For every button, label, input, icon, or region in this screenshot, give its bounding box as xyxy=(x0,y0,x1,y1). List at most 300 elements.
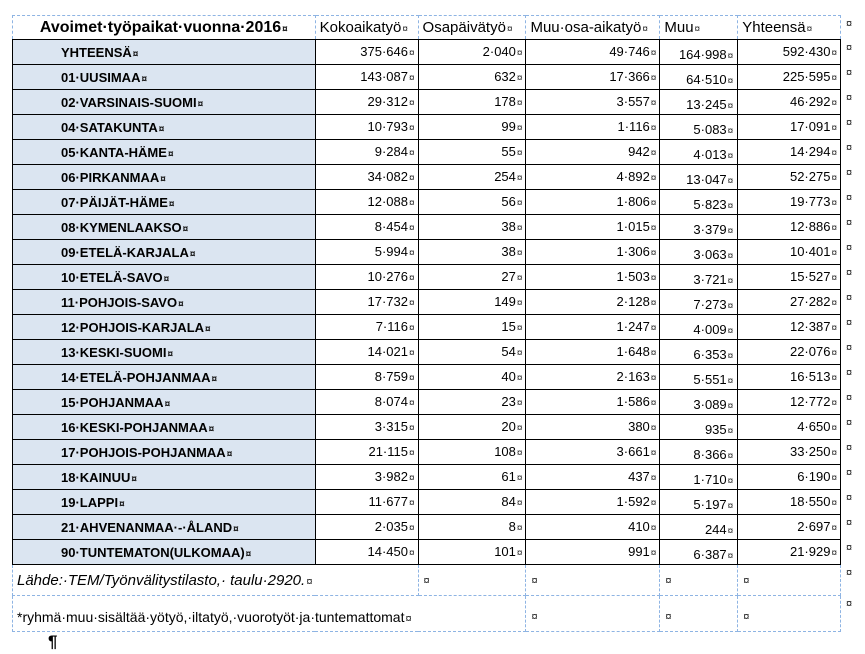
cell-end-mark: ¤ xyxy=(727,526,734,537)
cell-value: 3·661 xyxy=(616,444,650,459)
value-cell[interactable] xyxy=(738,165,841,190)
cell-value: 1·015 xyxy=(616,219,650,234)
column-label: Muu·osa-aikatyö xyxy=(530,19,642,36)
header-cell-yhteensa[interactable] xyxy=(738,16,841,40)
value-cell[interactable] xyxy=(738,265,841,290)
value-cell[interactable] xyxy=(738,365,841,390)
cell-end-mark: ¤ xyxy=(408,473,415,484)
cell-value: 1·586 xyxy=(616,394,650,409)
region-label: 10·ETELÄ-SAVO xyxy=(61,269,163,285)
cell-end-mark: ¤ xyxy=(408,123,415,134)
cell-end-mark: ¤ xyxy=(506,24,513,35)
value-cell[interactable] xyxy=(660,140,738,165)
cell-end-mark: ¤ xyxy=(164,398,171,410)
column-label: Yhteensä xyxy=(742,19,806,36)
cell-value: 375·646 xyxy=(360,44,408,59)
cell-end-mark: ¤ xyxy=(531,611,538,623)
column-label: Osapäivätyö xyxy=(422,19,506,36)
value-cell[interactable] xyxy=(526,515,660,540)
row-end-mark xyxy=(841,315,865,340)
table-row xyxy=(13,490,865,515)
value-cell[interactable] xyxy=(418,490,526,515)
row-end-glyph: ¤ xyxy=(846,116,853,129)
value-cell[interactable] xyxy=(526,215,660,240)
cell-value: 12·387 xyxy=(789,319,831,334)
value-cell[interactable] xyxy=(738,515,841,540)
cell-value: 3·557 xyxy=(616,94,650,109)
value-cell[interactable] xyxy=(738,65,841,90)
source-note-cell[interactable] xyxy=(13,565,419,596)
header-cell-muu[interactable] xyxy=(660,16,738,40)
value-cell[interactable] xyxy=(738,215,841,240)
row-end-mark xyxy=(841,415,865,440)
cell-end-mark: ¤ xyxy=(743,575,750,587)
value-cell[interactable] xyxy=(660,115,738,140)
table-row xyxy=(13,440,865,465)
region-cell[interactable] xyxy=(13,165,316,190)
cell-end-mark: ¤ xyxy=(831,148,838,159)
value-cell[interactable] xyxy=(526,490,660,515)
value-cell[interactable] xyxy=(660,65,738,90)
region-label: 06·PIRKANMAA xyxy=(61,169,160,185)
region-cell[interactable] xyxy=(13,140,316,165)
region-cell[interactable] xyxy=(13,290,316,315)
cell-value: 14·294 xyxy=(789,144,831,159)
value-cell[interactable] xyxy=(660,465,738,490)
header-cell-osapaivatyo[interactable] xyxy=(418,16,526,40)
region-cell[interactable] xyxy=(13,190,316,215)
cell-value: 225·595 xyxy=(782,69,831,84)
table-row xyxy=(13,390,865,415)
cell-end-mark: ¤ xyxy=(831,498,838,509)
region-cell[interactable] xyxy=(13,390,316,415)
value-cell[interactable] xyxy=(660,540,738,565)
row-end-mark xyxy=(841,140,865,165)
value-cell[interactable] xyxy=(526,465,660,490)
cell-end-mark: ¤ xyxy=(650,48,657,59)
cell-value: 34·082 xyxy=(367,169,408,184)
value-cell[interactable] xyxy=(526,265,660,290)
region-cell[interactable] xyxy=(13,490,316,515)
cell-end-mark: ¤ xyxy=(650,173,657,184)
value-cell[interactable] xyxy=(418,140,526,165)
region-cell[interactable] xyxy=(13,265,316,290)
cell-end-mark: ¤ xyxy=(408,398,415,409)
cell-end-mark: ¤ xyxy=(205,323,211,335)
cell-value: 12·772 xyxy=(789,394,831,409)
region-label: 19·LAPPI xyxy=(61,494,119,510)
cell-value: 19·773 xyxy=(789,194,831,209)
cell-value: 54 xyxy=(501,344,516,359)
table-row xyxy=(13,540,865,565)
value-cell[interactable] xyxy=(526,440,660,465)
cell-end-mark: ¤ xyxy=(831,298,838,309)
value-cell[interactable] xyxy=(315,65,418,90)
cell-value: 2·163 xyxy=(616,369,650,384)
value-cell[interactable] xyxy=(526,340,660,365)
header-cell-muu-osa-aikatyo[interactable] xyxy=(526,16,660,40)
value-cell[interactable] xyxy=(418,115,526,140)
value-cell[interactable] xyxy=(315,140,418,165)
cell-end-mark: ¤ xyxy=(831,223,838,234)
value-cell[interactable] xyxy=(660,265,738,290)
table-row xyxy=(13,265,865,290)
cell-value: 17·732 xyxy=(367,294,408,309)
footnote-cell[interactable] xyxy=(13,596,526,632)
cell-end-mark: ¤ xyxy=(516,423,523,434)
value-cell[interactable] xyxy=(660,90,738,115)
value-cell[interactable] xyxy=(526,190,660,215)
value-cell[interactable] xyxy=(526,240,660,265)
cell-end-mark: ¤ xyxy=(516,498,523,509)
cell-end-mark: ¤ xyxy=(694,24,701,35)
value-cell[interactable] xyxy=(315,40,418,65)
region-label: 16·KESKI-POHJANMAA xyxy=(61,419,208,435)
value-cell[interactable] xyxy=(660,515,738,540)
value-cell[interactable] xyxy=(738,440,841,465)
cell-value: 5·197 xyxy=(693,497,727,512)
value-cell[interactable] xyxy=(660,415,738,440)
table-row xyxy=(13,165,865,190)
region-cell[interactable] xyxy=(13,465,316,490)
value-cell[interactable] xyxy=(660,165,738,190)
cell-end-mark: ¤ xyxy=(178,298,184,310)
value-cell[interactable] xyxy=(315,390,418,415)
value-cell[interactable] xyxy=(660,340,738,365)
cell-value: 8·759 xyxy=(374,369,408,384)
cell-end-mark: ¤ xyxy=(727,551,734,562)
value-cell[interactable] xyxy=(418,315,526,340)
cell-end-mark: ¤ xyxy=(650,223,657,234)
value-cell[interactable] xyxy=(418,465,526,490)
cell-value: 55 xyxy=(501,144,516,159)
cell-end-mark: ¤ xyxy=(831,248,838,259)
cell-end-mark: ¤ xyxy=(650,523,657,534)
row-end-mark xyxy=(841,240,865,265)
cell-end-mark: ¤ xyxy=(516,173,523,184)
row-end-glyph: ¤ xyxy=(846,441,853,454)
cell-end-mark: ¤ xyxy=(727,51,734,62)
value-cell[interactable] xyxy=(315,465,418,490)
cell-end-mark: ¤ xyxy=(516,48,523,59)
value-cell[interactable] xyxy=(738,390,841,415)
value-cell[interactable] xyxy=(418,415,526,440)
row-end-mark xyxy=(841,115,865,140)
cell-value: 17·091 xyxy=(789,119,831,134)
cell-value: 4·009 xyxy=(693,322,727,337)
value-cell[interactable] xyxy=(418,90,526,115)
cell-value: 101 xyxy=(494,544,516,559)
table-row xyxy=(13,40,865,65)
table-row xyxy=(13,515,865,540)
cell-value: 56 xyxy=(501,194,516,209)
cell-end-mark: ¤ xyxy=(831,98,838,109)
cell-end-mark: ¤ xyxy=(727,151,734,162)
column-label: Muu xyxy=(664,19,694,36)
value-cell[interactable] xyxy=(526,115,660,140)
region-cell[interactable] xyxy=(13,240,316,265)
region-cell[interactable] xyxy=(13,215,316,240)
cell-value: 6·387 xyxy=(693,547,727,562)
value-cell[interactable] xyxy=(660,440,738,465)
empty-cell[interactable] xyxy=(660,596,738,632)
cell-end-mark: ¤ xyxy=(408,173,415,184)
value-cell[interactable] xyxy=(526,315,660,340)
cell-value: 1·648 xyxy=(616,344,650,359)
value-cell[interactable] xyxy=(315,365,418,390)
value-cell[interactable] xyxy=(526,90,660,115)
cell-end-mark: ¤ xyxy=(727,326,734,337)
table-row xyxy=(13,240,865,265)
value-cell[interactable] xyxy=(315,540,418,565)
table-row xyxy=(13,65,865,90)
cell-end-mark: ¤ xyxy=(831,523,838,534)
cell-end-mark: ¤ xyxy=(650,148,657,159)
value-cell[interactable] xyxy=(660,290,738,315)
cell-end-mark: ¤ xyxy=(727,126,734,137)
region-cell[interactable] xyxy=(13,65,316,90)
cell-value: 149 xyxy=(494,294,516,309)
value-cell[interactable] xyxy=(660,315,738,340)
value-cell[interactable] xyxy=(418,340,526,365)
value-cell[interactable] xyxy=(526,415,660,440)
cell-value: 12·088 xyxy=(367,194,408,209)
cell-end-mark: ¤ xyxy=(516,548,523,559)
cell-value: 632 xyxy=(494,69,516,84)
cell-end-mark: ¤ xyxy=(831,198,838,209)
value-cell[interactable] xyxy=(418,390,526,415)
row-end-mark xyxy=(841,490,865,515)
value-cell[interactable] xyxy=(526,40,660,65)
cell-value: 935 xyxy=(704,422,727,437)
cell-end-mark: ¤ xyxy=(727,76,734,87)
cell-end-mark: ¤ xyxy=(132,48,139,60)
value-cell[interactable] xyxy=(660,190,738,215)
cell-end-mark: ¤ xyxy=(408,448,415,459)
value-cell[interactable] xyxy=(315,190,418,215)
value-cell[interactable] xyxy=(738,140,841,165)
region-cell[interactable] xyxy=(13,415,316,440)
value-cell[interactable] xyxy=(738,415,841,440)
value-cell[interactable] xyxy=(526,290,660,315)
header-cell-title[interactable] xyxy=(13,16,316,40)
cell-end-mark: ¤ xyxy=(727,176,734,187)
row-end-mark xyxy=(841,565,865,596)
cell-end-mark: ¤ xyxy=(650,323,657,334)
cell-value: 437 xyxy=(628,469,650,484)
cell-end-mark: ¤ xyxy=(831,73,838,84)
empty-cell[interactable] xyxy=(660,565,738,596)
cell-end-mark: ¤ xyxy=(516,373,523,384)
region-cell[interactable] xyxy=(13,440,316,465)
value-cell[interactable] xyxy=(315,290,418,315)
empty-cell[interactable] xyxy=(418,565,526,596)
value-cell[interactable] xyxy=(418,190,526,215)
row-end-glyph: ¤ xyxy=(846,191,853,204)
value-cell[interactable] xyxy=(418,65,526,90)
cell-end-mark: ¤ xyxy=(516,448,523,459)
row-end-glyph: ¤ xyxy=(846,41,853,54)
cell-end-mark: ¤ xyxy=(516,123,523,134)
region-label: 02·VARSINAIS-SUOMI xyxy=(61,94,197,110)
header-cell-kokoaikatyo[interactable] xyxy=(315,16,418,40)
value-cell[interactable] xyxy=(526,140,660,165)
empty-cell[interactable] xyxy=(738,596,841,632)
value-cell[interactable] xyxy=(418,515,526,540)
cell-end-mark: ¤ xyxy=(831,423,838,434)
cell-value: 3·063 xyxy=(693,247,727,262)
cell-value: 3·379 xyxy=(693,222,727,237)
value-cell[interactable] xyxy=(315,240,418,265)
value-cell[interactable] xyxy=(660,215,738,240)
cell-end-mark: ¤ xyxy=(650,273,657,284)
value-cell[interactable] xyxy=(418,440,526,465)
cell-value: 4·013 xyxy=(693,147,727,162)
value-cell[interactable] xyxy=(738,315,841,340)
cell-end-mark: ¤ xyxy=(806,24,813,35)
cell-end-mark: ¤ xyxy=(131,473,137,485)
region-label: 05·KANTA-HÄME xyxy=(61,144,167,160)
value-cell[interactable] xyxy=(418,365,526,390)
cell-value: 14·450 xyxy=(367,544,408,559)
cell-end-mark: ¤ xyxy=(408,548,415,559)
region-cell[interactable] xyxy=(13,515,316,540)
value-cell[interactable] xyxy=(526,540,660,565)
row-end-glyph: ¤ xyxy=(846,341,853,354)
row-end-glyph: ¤ xyxy=(846,266,853,279)
cell-end-mark: ¤ xyxy=(516,248,523,259)
row-end-glyph: ¤ xyxy=(846,516,853,529)
cell-end-mark: ¤ xyxy=(167,348,174,360)
cell-value: 84 xyxy=(501,494,516,509)
value-cell[interactable] xyxy=(418,290,526,315)
value-cell[interactable] xyxy=(660,40,738,65)
table-row xyxy=(13,290,865,315)
cell-value: 3·315 xyxy=(374,419,408,434)
cell-value: 27·282 xyxy=(789,294,831,309)
cell-end-mark: ¤ xyxy=(531,575,538,587)
value-cell[interactable] xyxy=(738,90,841,115)
cell-end-mark: ¤ xyxy=(650,73,657,84)
cell-end-mark: ¤ xyxy=(408,98,415,109)
row-end-glyph: ¤ xyxy=(846,566,853,579)
row-end-mark xyxy=(841,596,865,632)
value-cell[interactable] xyxy=(418,265,526,290)
value-cell[interactable] xyxy=(418,165,526,190)
value-cell[interactable] xyxy=(418,240,526,265)
value-cell[interactable] xyxy=(418,40,526,65)
row-end-glyph: ¤ xyxy=(846,366,853,379)
value-cell[interactable] xyxy=(738,290,841,315)
value-cell[interactable] xyxy=(315,115,418,140)
value-cell[interactable] xyxy=(526,65,660,90)
cell-value: 13·245 xyxy=(686,97,727,112)
value-cell[interactable] xyxy=(315,415,418,440)
value-cell[interactable] xyxy=(738,465,841,490)
value-cell[interactable] xyxy=(738,40,841,65)
region-cell[interactable] xyxy=(13,115,316,140)
cell-end-mark: ¤ xyxy=(650,298,657,309)
value-cell[interactable] xyxy=(660,490,738,515)
value-cell[interactable] xyxy=(738,490,841,515)
value-cell[interactable] xyxy=(315,515,418,540)
row-end-mark xyxy=(841,165,865,190)
cell-end-mark: ¤ xyxy=(408,423,415,434)
value-cell[interactable] xyxy=(660,240,738,265)
region-label: 18·KAINUU xyxy=(61,469,131,485)
table-title: Avoimet·työpaikat·vuonna·2016 xyxy=(39,18,282,36)
vacancies-table xyxy=(12,15,865,632)
value-cell[interactable] xyxy=(315,315,418,340)
value-cell[interactable] xyxy=(738,340,841,365)
value-cell[interactable] xyxy=(660,390,738,415)
empty-cell[interactable] xyxy=(738,565,841,596)
cell-end-mark: ¤ xyxy=(408,273,415,284)
value-cell[interactable] xyxy=(315,490,418,515)
cell-value: 3·721 xyxy=(693,272,727,287)
empty-cell[interactable] xyxy=(526,565,660,596)
region-cell[interactable] xyxy=(13,40,316,65)
region-label: 14·ETELÄ-POHJANMAA xyxy=(61,369,211,385)
cell-value: 380 xyxy=(628,419,650,434)
value-cell[interactable] xyxy=(738,240,841,265)
value-cell[interactable] xyxy=(526,390,660,415)
value-cell[interactable] xyxy=(315,90,418,115)
value-cell[interactable] xyxy=(660,365,738,390)
cell-end-mark: ¤ xyxy=(665,611,672,623)
value-cell[interactable] xyxy=(418,540,526,565)
region-cell[interactable] xyxy=(13,365,316,390)
region-cell[interactable] xyxy=(13,315,316,340)
value-cell[interactable] xyxy=(526,165,660,190)
region-cell[interactable] xyxy=(13,540,316,565)
value-cell[interactable] xyxy=(315,340,418,365)
cell-end-mark: ¤ xyxy=(282,23,288,35)
value-cell[interactable] xyxy=(315,215,418,240)
value-cell[interactable] xyxy=(738,115,841,140)
region-cell[interactable] xyxy=(13,340,316,365)
cell-value: 1·710 xyxy=(693,472,727,487)
empty-cell[interactable] xyxy=(526,596,660,632)
cell-value: 4·892 xyxy=(616,169,650,184)
cell-value: 410 xyxy=(628,519,650,534)
row-end-mark xyxy=(841,90,865,115)
value-cell[interactable] xyxy=(418,215,526,240)
region-cell[interactable] xyxy=(13,90,316,115)
value-cell[interactable] xyxy=(315,165,418,190)
row-end-glyph: ¤ xyxy=(846,216,853,229)
cell-end-mark: ¤ xyxy=(408,373,415,384)
cell-end-mark: ¤ xyxy=(516,323,523,334)
value-cell[interactable] xyxy=(315,265,418,290)
row-end-glyph: ¤ xyxy=(846,491,853,504)
value-cell[interactable] xyxy=(526,365,660,390)
cell-end-mark: ¤ xyxy=(189,248,196,260)
cell-value: 164·998 xyxy=(678,47,727,62)
row-end-mark xyxy=(841,190,865,215)
value-cell[interactable] xyxy=(738,190,841,215)
row-end-mark xyxy=(841,540,865,565)
value-cell[interactable] xyxy=(738,540,841,565)
row-end-glyph: ¤ xyxy=(846,91,853,104)
cell-value: 15 xyxy=(501,319,516,334)
value-cell[interactable] xyxy=(315,440,418,465)
source-note: Lähde:·TEM/Työnvälitystilasto,· taulu·2920. xyxy=(17,571,306,589)
cell-value: 27 xyxy=(501,269,516,284)
row-end-mark xyxy=(841,440,865,465)
row-end-mark xyxy=(841,515,865,540)
cell-value: 1·306 xyxy=(616,244,650,259)
